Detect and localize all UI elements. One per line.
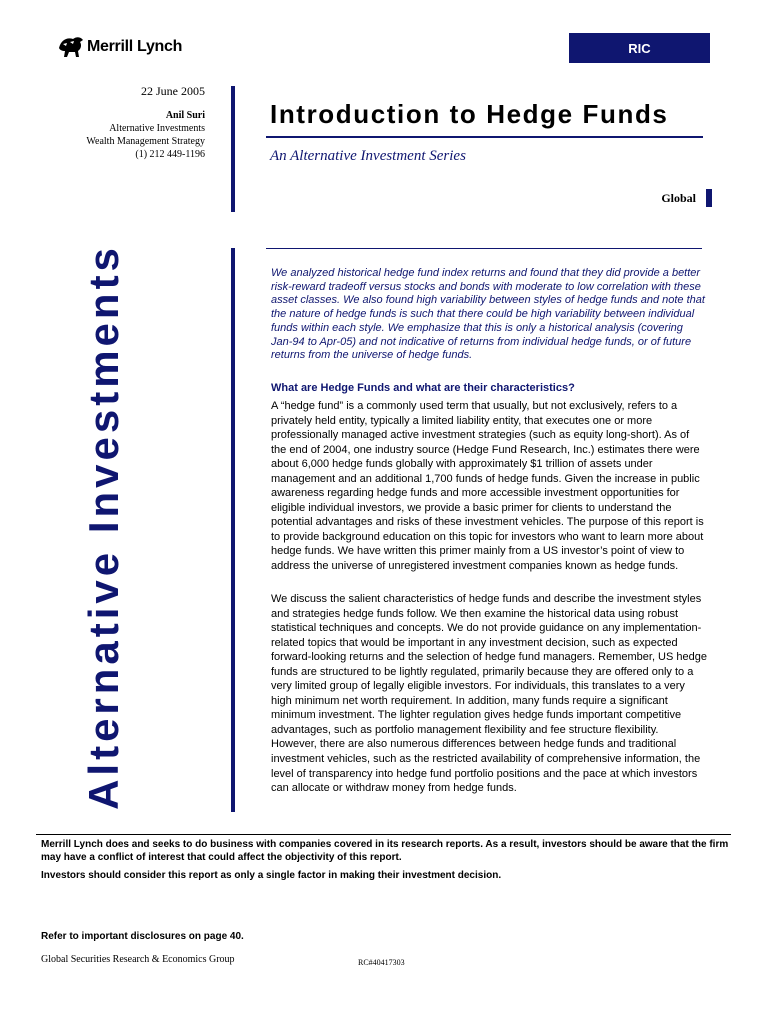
page-subtitle: An Alternative Investment Series xyxy=(270,148,466,164)
sidebar xyxy=(62,244,146,810)
content-top-rule xyxy=(266,248,702,249)
region-marker xyxy=(706,189,712,207)
investor-disclaimer: Investors should consider this report as only a single factor in making their investment decision. xyxy=(41,870,502,881)
footer-rule xyxy=(36,834,731,835)
merrill-lynch-logo xyxy=(57,34,182,60)
body-paragraph: We discuss the salient characteristics of hedge funds and describe the investment styles and strategies hedge funds follow. We then examine the historical data using robust statistical techniques and concepts. We do not provide guidance on any implementation-related topics that would be important in any investment decision, such as expected forward-looking returns and the selection of hedge fund managers. Remember, US hedge funds are structured to be lightly regulated, primarily because they are offered only to a very limited group of legally eligible investors. For individuals, this translates to a very high minimum net worth requirement. In addition, many funds require a significant minimum investment. The lighter regulation gives hedge funds important competitive advantages, such as portfolio management flexibility and fee structure flexibility. However, there are also numerous differences between hedge funds and traditional investment vehicles, such as the restricted availability of comprehensive information, the level of transparency into hedge fund portfolio positions and the pace at which investors can allocate or withdraw money from hedge funds. xyxy=(271,593,707,795)
author-dept: Alternative Investments xyxy=(109,123,205,134)
intro-summary: We analyzed historical hedge fund index returns and found that they did provide a better risk-reward tradeoff versus stocks and bonds with moderate to low correlation with these asset classes. We also found high variability between styles of hedge funds and note that the nature of hedge funds is such that there could be high variability between individual funds within each style. We emphasize that this is only a historical analysis (covering Jan-94 to Apr-05) and not indicative of returns from individual hedge funds, or of future returns from the universe of hedge funds. xyxy=(271,267,705,362)
header-divider xyxy=(231,86,235,212)
conflict-disclaimer: Merrill Lynch does and seeks to do business with companies covered in its research reports. As a result, investors should be aware that the firm may have a conflict of interest that could affect the objectivity of this report. xyxy=(41,839,729,863)
section-heading: What are Hedge Funds and what are their characteristics? xyxy=(271,382,575,394)
research-group: Global Securities Research & Economics Group xyxy=(41,954,235,965)
sidebar-label: Alternative Investments xyxy=(80,244,127,810)
disclosures-reference: Refer to important disclosures on page 40. xyxy=(41,931,244,942)
author-name: Anil Suri xyxy=(165,110,205,121)
body-paragraph: A “hedge fund” is a commonly used term that usually, but not exclusively, refers to a privately held entity, typically a limited liability entity, that executes one or more professionally managed active investment strategies (such as equity long-short). As of the end of 2004, one industry source (Hedge Fund Research, Inc.) estimates there were about 6,000 hedge funds globally with approximately $1 trillion of assets under management and an additional 1,700 funds of hedge funds. Given the increase in public awareness regarding hedge funds and more accessible investment opportunities for eligible individual investors, we provide a basic primer for clients to understand the potential advantages and risks of these investment vehicles. The purpose of this report is to provide background education on this topic for investors who want to learn more about hedge funds. We have written this primer mainly from a US investor’s point of view to address the universe of unregistered investment companies known as hedge funds. xyxy=(271,400,704,573)
brand-name: Merrill Lynch xyxy=(87,38,183,55)
bull-icon xyxy=(57,34,85,60)
author-group: Wealth Management Strategy xyxy=(86,136,205,147)
page-title: Introduction to Hedge Funds xyxy=(270,99,669,129)
ric-tag: RIC xyxy=(569,33,710,63)
report-date: 22 June 2005 xyxy=(141,84,205,98)
content-divider xyxy=(231,248,235,812)
report-code: RC#40417303 xyxy=(358,958,405,967)
author-phone: (1) 212 449-1196 xyxy=(135,149,205,160)
region-label: Global xyxy=(661,191,696,205)
author-block xyxy=(86,109,205,161)
title-rule xyxy=(266,136,703,138)
